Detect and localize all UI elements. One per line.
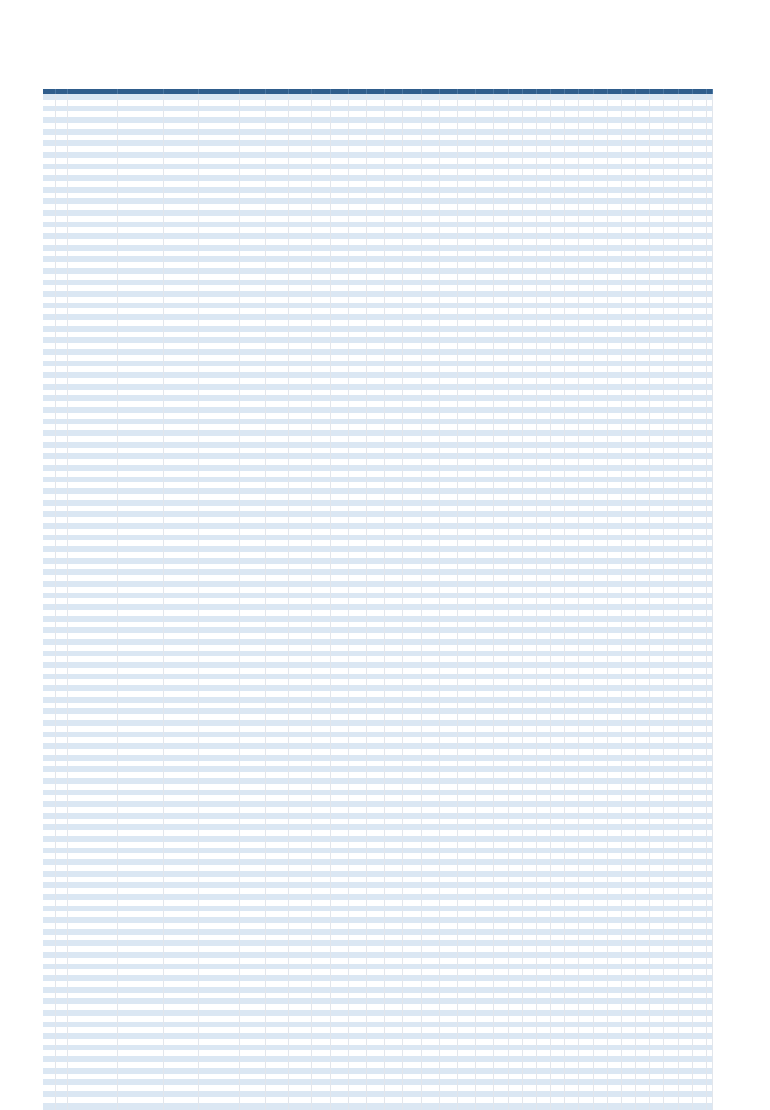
table-body (43, 94, 713, 1110)
data-table (43, 89, 713, 1110)
